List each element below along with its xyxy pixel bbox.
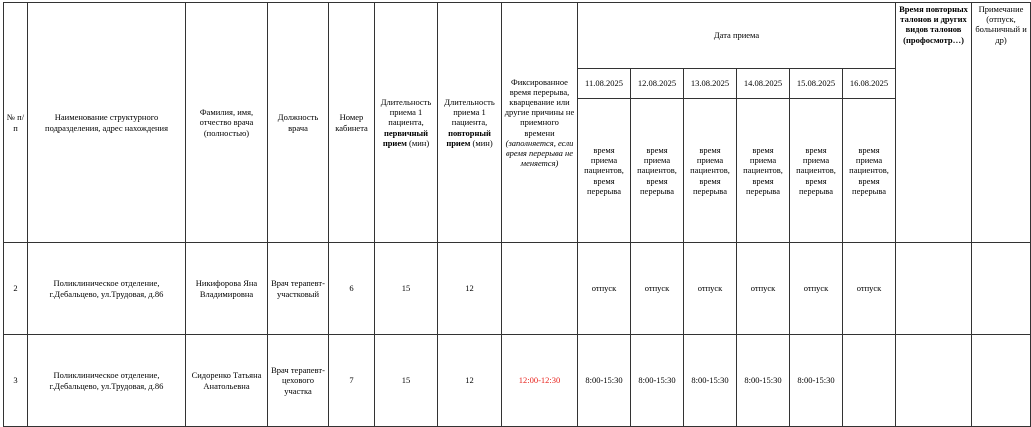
header-dates-title: Дата приема [578,3,896,69]
row-note [972,335,1031,427]
header-repeat-duration [438,3,502,243]
header-primary-bold: первичный прием [382,127,429,148]
header-date-sub-1: время приема пациентов, время перерыва [578,99,631,243]
header-repeat-post: (мин) [472,137,493,148]
table-row [4,335,1031,427]
row-doctor-name: Никифорова Яна Владимировна [186,243,268,335]
row-day-5: отпуск [790,243,843,335]
header-date-3: 13.08.2025 [684,69,737,99]
row-note [972,243,1031,335]
header-date-sub-2: время приема пациентов, время перерыва [631,99,684,243]
row-day-3: 8:00-15:30 [684,335,737,427]
schedule-table [3,2,1031,427]
header-break-note: (заполняется, если время перерыва не меняется) [505,137,574,169]
row-repeat: 12 [438,335,502,427]
row-repeat-tickets [896,243,972,335]
header-primary-post: (мин) [409,137,430,148]
row-primary: 15 [375,335,438,427]
row-room: 6 [329,243,375,335]
header-note: Примечание (отпуск, больничный и др) [972,3,1031,243]
row-break-time: 12:00-12:30 [502,335,578,427]
row-day-6 [843,335,896,427]
header-date-1: 11.08.2025 [578,69,631,99]
row-day-2: 8:00-15:30 [631,335,684,427]
row-doctor-name: Сидоренко Татьяна Анатольевна [186,335,268,427]
row-day-6: отпуск [843,243,896,335]
header-doctor-name: Фамилия, имя, отчество врача (полностью) [186,3,268,243]
row-day-4: отпуск [737,243,790,335]
row-repeat-tickets [896,335,972,427]
header-position: Должность врача [268,3,329,243]
header-repeat-bold: повторный прием [446,127,491,148]
header-date-2: 12.08.2025 [631,69,684,99]
row-day-1: отпуск [578,243,631,335]
header-date-4: 14.08.2025 [737,69,790,99]
header-date-sub-3: время приема пациентов, время перерыва [684,99,737,243]
header-row-1 [4,3,1031,69]
header-repeat-pre: Длительность приема 1 пациента, [444,97,495,128]
row-day-4: 8:00-15:30 [737,335,790,427]
row-break-time [502,243,578,335]
row-day-1: 8:00-15:30 [578,335,631,427]
header-repeat-tickets: Время повторных талонов и других видов талонов (профосмотр…) [896,3,972,243]
table-row [4,243,1031,335]
row-department: Поликлиническое отделение, г.Дебальцево, ул.Трудовая, д.86 [28,243,186,335]
header-date-5: 15.08.2025 [790,69,843,99]
header-num: № п/п [4,3,28,243]
row-department: Поликлиническое отделение, г.Дебальцево, ул.Трудовая, д.86 [28,335,186,427]
row-day-5: 8:00-15:30 [790,335,843,427]
header-date-sub-4: время приема пациентов, время перерыва [737,99,790,243]
row-position: Врач терапевт-участковый [268,243,329,335]
row-num: 3 [4,335,28,427]
header-room: Номер кабинета [329,3,375,243]
row-room: 7 [329,335,375,427]
row-day-2: отпуск [631,243,684,335]
row-num: 2 [4,243,28,335]
header-primary-pre: Длительность приема 1 пациента, [380,97,432,128]
row-primary: 15 [375,243,438,335]
table-body [4,243,1031,427]
header-department: Наименование структурного подразделения, адрес нахождения [28,3,186,243]
header-date-sub-6: время приема пациентов, время перерыва [843,99,896,243]
header-primary-duration [375,3,438,243]
header-break-time [502,3,578,243]
header-break-main: Фиксированное время перерыва, кварцевание или другие причины не приемного времени [504,76,575,138]
header-date-6: 16.08.2025 [843,69,896,99]
row-repeat: 12 [438,243,502,335]
row-position: Врач терапевт-цехового участка [268,335,329,427]
header-date-sub-5: время приема пациентов, время перерыва [790,99,843,243]
row-day-3: отпуск [684,243,737,335]
